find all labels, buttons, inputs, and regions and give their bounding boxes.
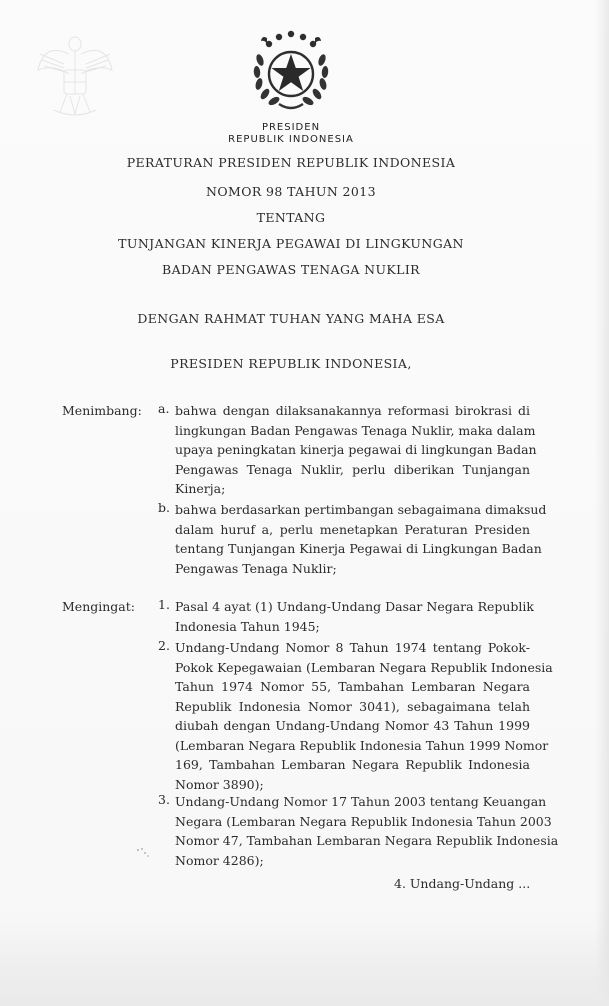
invocation-line: DENGAN RAHMAT TUHAN YANG MAHA ESA	[137, 311, 445, 326]
item-line: Nomor 47, Tambahan Lembaran Negara Republik Indonesia	[175, 833, 559, 848]
menimbang-item-b	[158, 500, 547, 578]
item-marker: 2.	[158, 638, 170, 653]
item-line: lingkungan Badan Pengawas Tenaga Nuklir, maka dalam	[175, 422, 536, 438]
scan-speck-marks	[136, 847, 152, 859]
about-heading: TENTANG	[256, 210, 326, 225]
item-line: upaya peningkatan kinerja pegawai di lingkungan Badan	[175, 442, 537, 457]
item-line: diubah dengan Undang-Undang Nomor 43 Tahun 1999	[175, 718, 530, 733]
page-bottom-shade	[0, 928, 609, 1006]
item-marker: a.	[158, 401, 170, 416]
item-line: Pengawas Tenaga Nuklir;	[175, 560, 337, 576]
menimbang-item-a	[158, 401, 537, 499]
garuda-watermark-icon	[34, 30, 116, 122]
item-line: Indonesia Tahun 1945;	[175, 618, 320, 634]
item-line: Kinerja;	[175, 481, 226, 496]
item-line: Undang-Undang Nomor 17 Tahun 2003 tentang Keuangan	[175, 794, 547, 809]
item-marker: b.	[158, 500, 170, 515]
item-line: Pasal 4 ayat (1) Undang-Undang Dasar Negara Republik	[175, 599, 535, 614]
mengingat-item-1	[158, 597, 535, 636]
item-line: Undang-Undang Nomor 8 Tahun 1974 tentang Pokok-	[175, 640, 530, 655]
regulation-title: PERATURAN PRESIDEN REPUBLIK INDONESIA	[126, 155, 456, 170]
item-line: tentang Tunjangan Kinerja Pegawai di Lingkungan Badan	[175, 541, 542, 556]
mengingat-item-2	[158, 638, 553, 794]
presidential-seal-icon	[251, 30, 331, 112]
item-line: dalam huruf a, perlu menetapkan Peraturan Presiden	[175, 521, 530, 537]
item-line: Tahun 1974 Nomor 55, Tambahan Lembaran Negara	[175, 679, 530, 694]
item-line: bahwa dengan dilaksanakannya reformasi birokrasi di	[175, 403, 530, 418]
mengingat-item-3	[158, 792, 559, 870]
item-line: Republik Indonesia Nomor 3041), sebagaimana telah	[175, 698, 530, 714]
item-marker: 3.	[158, 792, 170, 807]
item-line: bahwa berdasarkan pertimbangan sebagaimana dimaksud	[175, 502, 547, 517]
item-line: Pokok Kepegawaian (Lembaran Negara Republik Indonesia	[175, 659, 553, 675]
subject-line-2: BADAN PENGAWAS TENAGA NUKLIR	[161, 262, 420, 277]
item-line: 169, Tambahan Lembaran Negara Republik Indonesia	[175, 757, 530, 772]
seal-caption-line2: REPUBLIK INDONESIA	[228, 134, 354, 145]
item-line: Nomor 4286);	[175, 852, 264, 868]
issuer-line: PRESIDEN REPUBLIK INDONESIA,	[170, 356, 412, 371]
item-line: Negara (Lembaran Negara Republik Indonesia Tahun 2003	[175, 813, 552, 829]
regulation-number: NOMOR 98 TAHUN 2013	[206, 184, 376, 199]
item-line: Pengawas Tenaga Nuklir, perlu diberikan Tunjangan	[175, 461, 530, 477]
seal-caption-line1: PRESIDEN	[261, 122, 321, 133]
page-edge-shadow	[595, 0, 609, 1006]
item-marker: 1.	[158, 597, 170, 612]
page-catchword: 4. Undang-Undang ...	[394, 876, 531, 891]
subject-line-1: TUNJANGAN KINERJA PEGAWAI DI LINGKUNGAN	[118, 236, 464, 251]
mengingat-label: Mengingat:	[62, 599, 135, 614]
item-line: (Lembaran Negara Republik Indonesia Tahun 1999 Nomor	[175, 737, 549, 753]
item-line: Nomor 3890);	[175, 776, 264, 792]
menimbang-label: Menimbang:	[62, 403, 142, 418]
